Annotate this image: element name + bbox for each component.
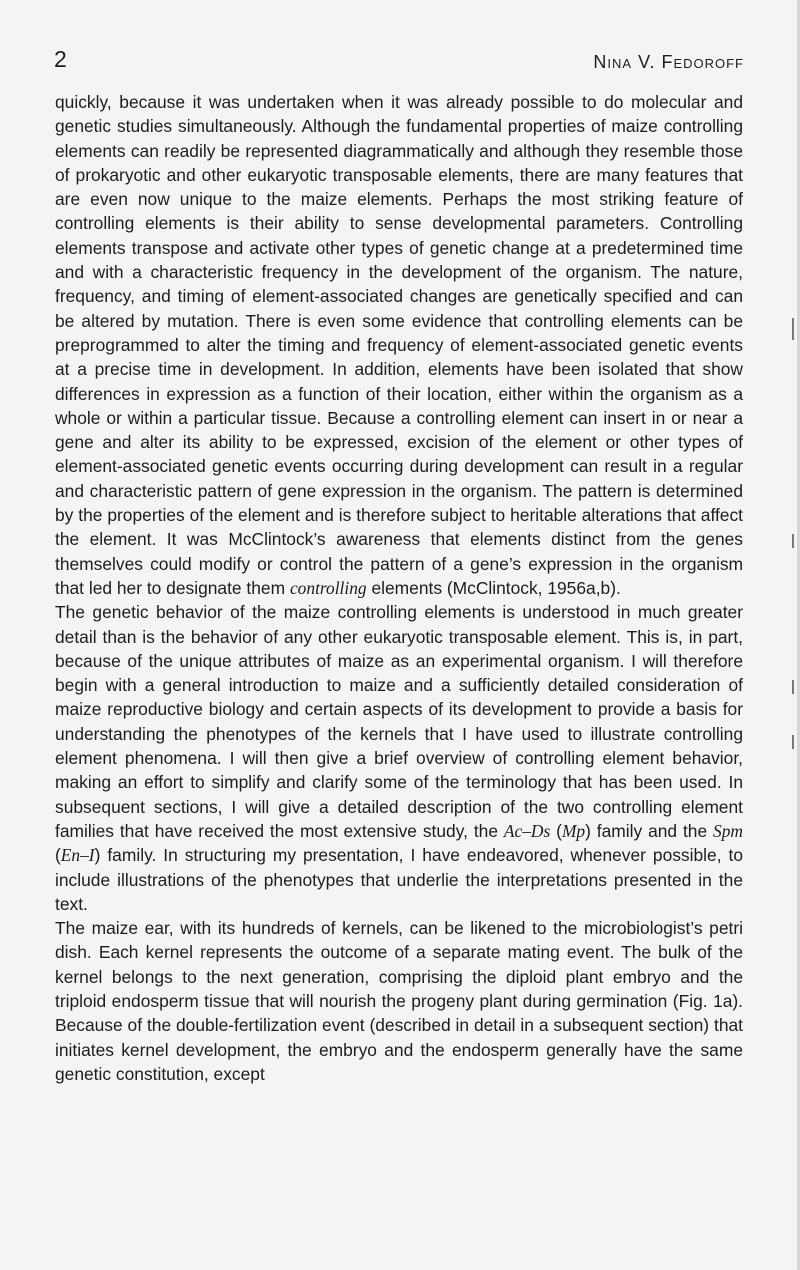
- paragraph-2-text-b: ) family. In structuring my presentation, I have endeavored, whenever possible, to include illustrations of the phenotypes that underlie the interpretations presented in the text.: [55, 845, 743, 914]
- paragraph-1-text: quickly, because it was undertaken when it was already possible to do molecular and genetic studies simultaneously. Although the fundamental properties of maize controlling elements can readily be represented diagrammatically and although they resemble those of prokaryotic and other eukaryotic transposable elements, there are many features that are even now unique to the maize elements. Perhaps the most striking feature of controlling elements is their ability to sense developmental parameters. Controlling elements transpose and activate other types of genetic change at a predetermined time and with a characteristic frequency in the development of the organism. The nature, frequency, and timing of element-associated changes are genetically specified and can be altered by mutation. There is even some evidence that controlling elements can be preprogrammed to alter the timing and frequency of element-associated genetic events at a precise time in development. In addition, elements have been isolated that show differences in expression as a function of their location, either within the organism as a whole or within a particular tissue. Because a controlling element can insert in or near a gene and alter its ability to be expressed, excision of the element or other types of element-associated genetic events occurring during development can result in a regular and characteristic pattern of gene expression in the organism. The pattern is determined by the properties of the element and is therefore subject to heritable alterations that affect the element. It was McClintock’s awareness that elements distinct from the genes themselves could modify or control the pattern of a gene’s expression in the organism that led her to designate them: [55, 92, 743, 598]
- paragraph-2-mid-2: ) family and the: [585, 820, 708, 841]
- paragraph-3: [55, 916, 743, 1086]
- body-text: [55, 90, 743, 1086]
- paragraph-2-ital-4: En–I: [60, 845, 95, 866]
- paragraph-2-text-a: The genetic behavior of the maize controlling elements is understood in much greater detail than is the behavior of any other eukaryotic transposable element. This is, in part, because of the unique attributes of maize as an experimental organism. I will therefore begin with a general introduction to maize and a sufficiently detailed consideration of maize reproductive biology and certain aspects of its development to provide a basis for understanding the phenotypes of the kernels that I have used to illustrate controlling element phenomena. I will then give a brief overview of controlling element behavior, making an effort to simplify and clarify some of the terminology that has been used. In subsequent sections, I will give a detailed description of the two controlling element families that have received the most extensive study, the: [55, 602, 743, 841]
- paragraph-2-ital-2: Mp: [561, 820, 586, 841]
- running-head: Nina V. Fedoroff: [593, 52, 744, 72]
- paragraph-2-ital-1: Ac–Ds: [503, 820, 551, 841]
- paragraph-2: [55, 600, 743, 916]
- paragraph-1: [55, 90, 743, 600]
- page-header: [54, 46, 744, 76]
- scan-edge-mark: [792, 735, 794, 749]
- scan-edge-mark: [792, 680, 794, 694]
- page-number: 2: [54, 46, 67, 72]
- paragraph-2-ital-3: Spm: [713, 820, 743, 841]
- scan-edge-mark: [792, 534, 794, 548]
- paragraph-2-mid-1: (: [556, 820, 562, 841]
- paragraph-1-italic: controlling: [289, 577, 367, 598]
- paragraph-1-tail: elements (McClintock, 1956a,b).: [371, 577, 621, 598]
- paragraph-2-mid-3: (: [55, 845, 61, 866]
- scan-edge-mark: [792, 318, 794, 340]
- paragraph-3-text: The maize ear, with its hundreds of kernels, can be likened to the microbiologist’s petri dish. Each kernel represents the outcome of a separate mating event. The bulk of the kernel belongs to the next generation, comprising the diploid plant embryo and the triploid endosperm tissue that will nourish the progeny plant during germination (Fig. 1a). Because of the double-fertilization event (described in detail in a subsequent section) that initiates kernel development, the embryo and the endosperm generally have the same genetic constitution, except: [55, 918, 743, 1084]
